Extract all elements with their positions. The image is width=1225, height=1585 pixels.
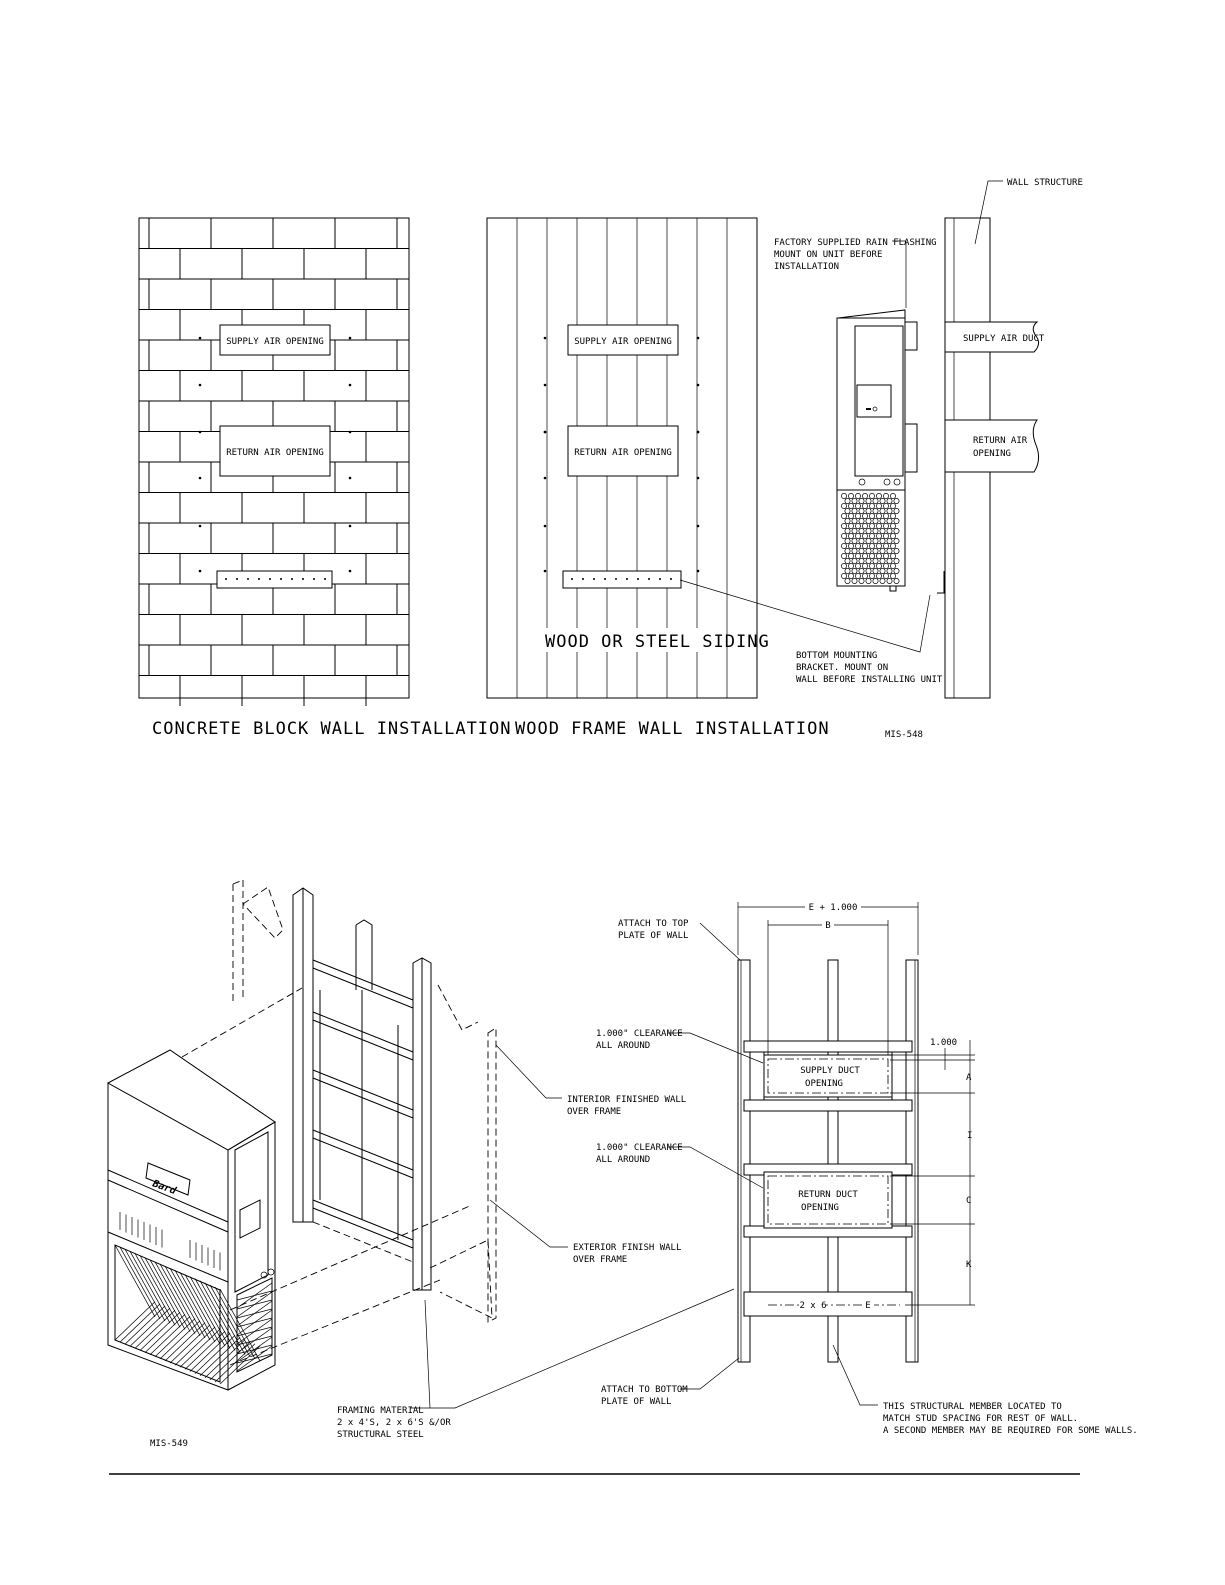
return-duct-label-1: RETURN DUCT [798,1190,858,1200]
dim-b-label: B [825,921,831,931]
bracket-note-3: WALL BEFORE INSTALLING UNIT [796,675,943,685]
wood-frame-wall-figure [487,218,830,739]
bracket-note-1: BOTTOM MOUNTING [796,651,878,661]
return-duct-label-2: OPENING [801,1203,839,1213]
return-air-duct-label-1: RETURN AIR [973,436,1028,446]
attach-top-1: ATTACH TO TOP [618,919,689,929]
exterior-wall-label-2: OVER FRAME [573,1255,628,1265]
return-air-opening-label-wood: RETURN AIR OPENING [574,448,672,458]
supply-air-duct-label: SUPPLY AIR DUCT [963,334,1045,344]
clearance-1-line-2: ALL AROUND [596,1041,651,1051]
dim-e-label: E [865,1301,871,1311]
clearance-1-line-1: 1.000" CLEARANCE [596,1029,683,1039]
dim-a-label: A [966,1073,972,1083]
dim-1000-label: 1.000 [930,1038,958,1048]
unit-grille-iso [115,1245,260,1384]
concrete-block-wall-figure [139,218,512,739]
bottom-drawing-id: MIS-549 [150,1439,188,1449]
frame-elevation-figure [596,900,1138,1436]
interior-wall-label-2: OVER FRAME [567,1107,622,1117]
clearance-2-line-1: 1.000" CLEARANCE [596,1143,683,1153]
supply-duct-label-2: OPENING [805,1079,843,1089]
framing-material-3: STRUCTURAL STEEL [337,1430,424,1440]
bottom-bracket-wood [563,571,681,588]
wall-structure-label: WALL STRUCTURE [1007,178,1083,188]
concrete-caption: CONCRETE BLOCK WALL INSTALLATION [152,719,512,739]
bracket-note-2: BRACKET. MOUNT ON [796,663,889,673]
supply-air-opening-label: SUPPLY AIR OPENING [226,337,324,347]
unit-louvers [120,1212,220,1271]
structural-note-1: THIS STRUCTURAL MEMBER LOCATED TO [883,1402,1062,1412]
dim-k-label: K [966,1260,972,1270]
supply-duct-label-1: SUPPLY DUCT [800,1066,860,1076]
dim-i-label: I [967,1131,973,1141]
attach-bottom-2: PLATE OF WALL [601,1397,672,1407]
brand-logo: Bard [150,1178,178,1198]
attach-top-2: PLATE OF WALL [618,931,689,941]
supply-air-opening-label-wood: SUPPLY AIR OPENING [574,337,672,347]
return-air-duct-label-2: OPENING [973,449,1011,459]
structural-note-2: MATCH STUD SPACING FOR REST OF WALL. [883,1414,1079,1424]
top-drawing-id: MIS-548 [885,730,923,740]
framing-material-1: FRAMING MATERIAL [337,1406,424,1416]
clearance-2-line-2: ALL AROUND [596,1155,651,1165]
flashing-note-3: INSTALLATION [774,262,840,272]
wood-frame-isometric [293,888,431,1290]
wood-caption: WOOD FRAME WALL INSTALLATION [515,719,830,739]
board-2x6-label: 2 x 6 [799,1301,827,1311]
dim-c-label: C [966,1196,972,1206]
packaged-unit-isometric [108,1050,275,1390]
side-view-figure [680,178,1083,740]
supply-duct-opening [764,1055,892,1097]
return-air-duct [945,420,1039,472]
dim-e-plus-label: E + 1.000 [808,903,858,913]
attach-bottom-1: ATTACH TO BOTTOM [601,1385,688,1395]
interior-wall-label-1: INTERIOR FINISHED WALL [567,1095,687,1105]
return-duct-opening [764,1172,892,1228]
unit-grille [841,493,899,583]
wall-mount-unit-side [837,310,917,591]
flashing-note-2: MOUNT ON UNIT BEFORE [774,250,883,260]
exterior-wall-label-1: EXTERIOR FINISH WALL [573,1243,682,1253]
siding-label: WOOD OR STEEL SIDING [545,632,770,652]
flashing-note-1: FACTORY SUPPLIED RAIN FLASHING [774,238,937,248]
framing-material-2: 2 x 4'S, 2 x 6'S &/OR [337,1418,451,1428]
return-air-opening-label: RETURN AIR OPENING [226,448,324,458]
structural-note-3: A SECOND MEMBER MAY BE REQUIRED FOR SOME WALLS. [883,1426,1138,1436]
